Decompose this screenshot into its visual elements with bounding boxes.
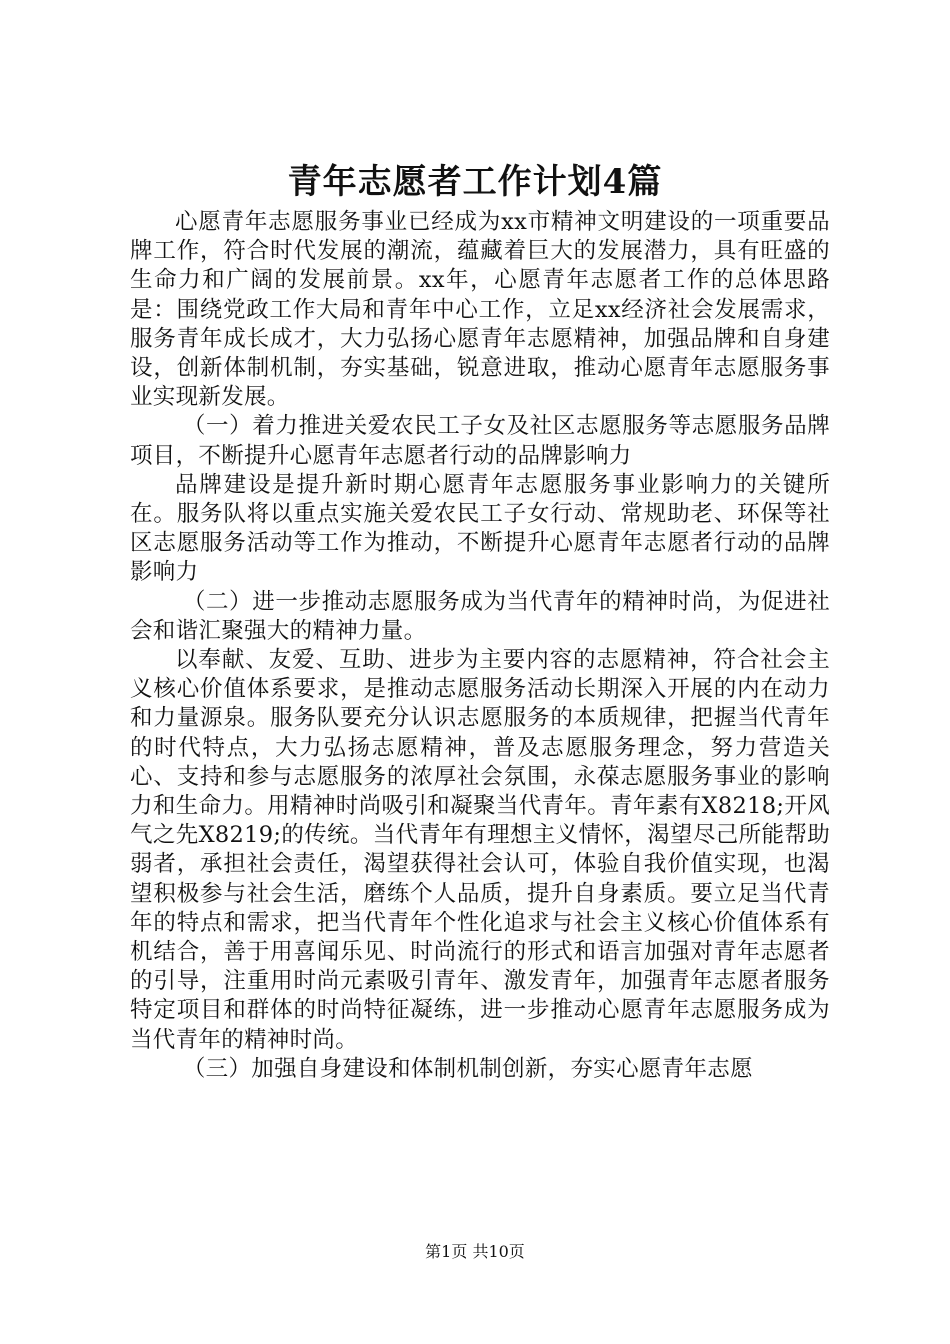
paragraph-intro: 心愿青年志愿服务事业已经成为xx市精神文明建设的一项重要品牌工作，符合时代发展的潮流，蕴藏着巨大的发展潜力，具有旺盛的生命力和广阔的发展前景。xx年，心愿青年志愿者工作的总体思路是：围绕党政工作大局和青年中心工作，立足xx经济社会发展需求，服务青年成长成才，大力弘扬心愿青年志愿精神，加强品牌和自身建设，创新体制机制，夯实基础，锐意进取，推动心愿青年志愿服务事业实现新发展。	[130, 209, 830, 411]
document-body	[130, 208, 830, 1084]
page-number-footer: 第1页 共10页	[425, 1242, 525, 1261]
paragraph-section-1-body: 品牌建设是提升新时期心愿青年志愿服务事业影响力的关键所在。服务队将以重点实施关爱农民工子女行动、常规助老、环保等社区志愿服务活动等工作为推动，不断提升心愿青年志愿者行动的品牌影响力	[130, 471, 830, 586]
paragraph-section-3-heading: （三）加强自身建设和体制机制创新，夯实心愿青年志愿	[182, 1055, 753, 1082]
document-title: 青年志愿者工作计划4篇	[287, 162, 663, 202]
paragraph-section-2-body: 以奉献、友爱、互助、进步为主要内容的志愿精神，符合社会主义核心价值体系要求，是推动志愿服务活动长期深入开展的内在动力和力量源泉。服务队要充分认识志愿服务的本质规律，把握当代青年的时代特点，大力弘扬志愿精神，普及志愿服务理念，努力营造关心、支持和参与志愿服务的浓厚社会氛围，永葆志愿服务事业的影响力和生命力。用精神时尚吸引和凝聚当代青年。青年素有X8218;开风气之先X8219;的传统。当代青年有理想主义情怀，渴望尽己所能帮助弱者，承担社会责任，渴望获得社会认可，体验自我价值实现，也渴望积极参与社会生活，磨练个人品质，提升自身素质。要立足当代青年的特点和需求，把当代青年个性化追求与社会主义核心价值体系有机结合，善于用喜闻乐见、时尚流行的形式和语言加强对青年志愿者的引导，注重用时尚元素吸引青年、激发青年，加强青年志愿者服务特定项目和群体的时尚特征凝练，进一步推动心愿青年志愿服务成为当代青年的精神时尚。	[130, 647, 830, 1053]
paragraph-section-2-heading: （二）进一步推动志愿服务成为当代青年的精神时尚，为促进社会和谐汇聚强大的精神力量。	[130, 588, 830, 644]
paragraph-section-1-heading: （一）着力推进关爱农民工子女及社区志愿服务等志愿服务品牌项目，不断提升心愿青年志愿者行动的品牌影响力	[130, 413, 830, 469]
